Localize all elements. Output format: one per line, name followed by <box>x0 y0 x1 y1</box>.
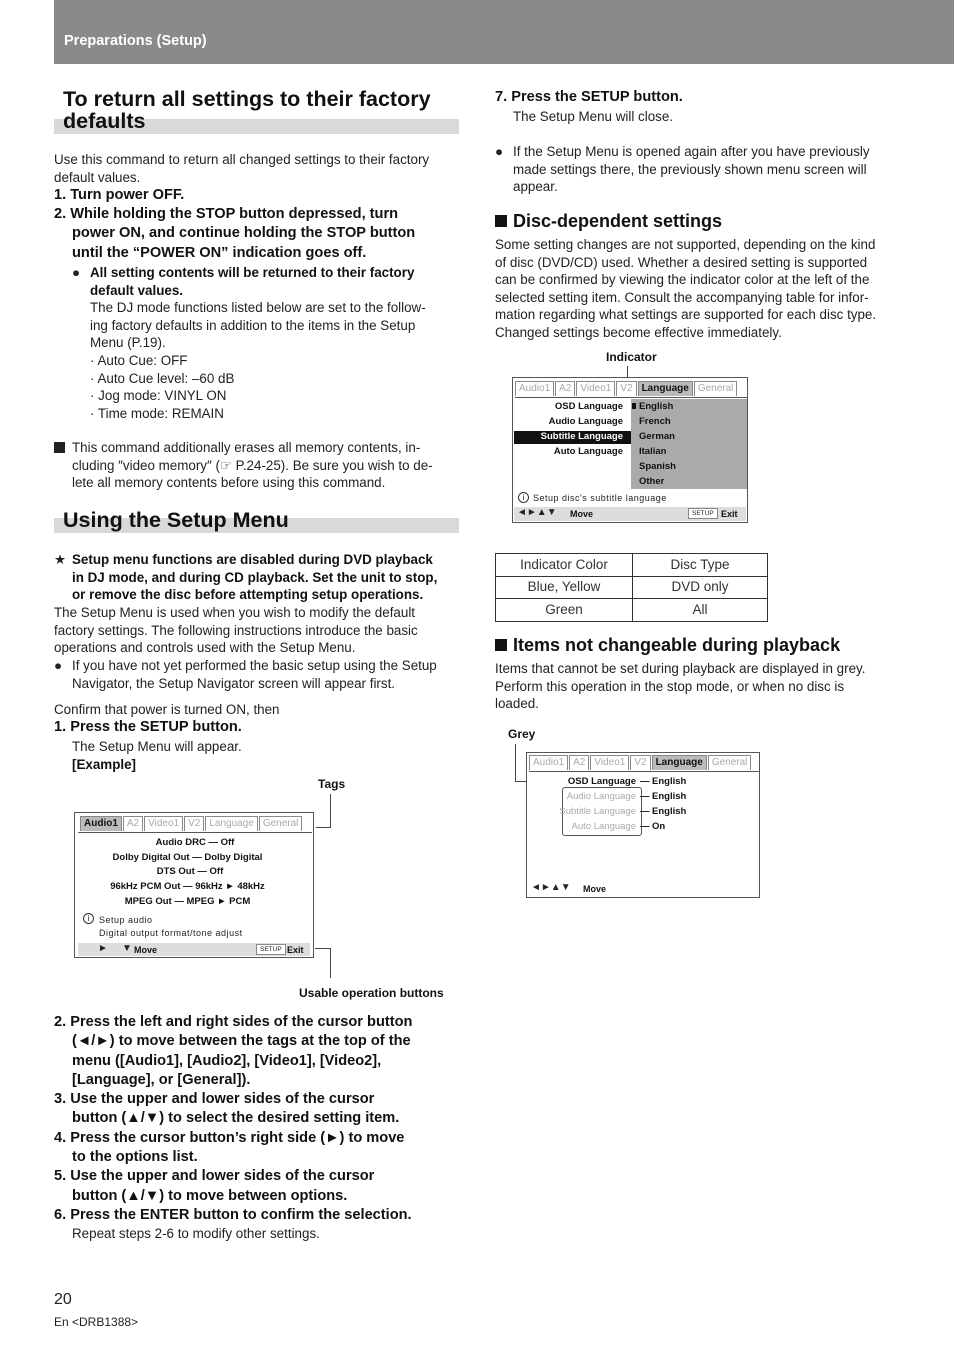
playback-body: Items that cannot be set during playback are displayed in grey. Perform this operation in the stop mode, or when no disc is loaded. <box>495 661 866 712</box>
square-bullet-icon <box>54 442 65 453</box>
setup-navigator-note: ● If you have not yet performed the basic setup using the Setup Navigator, the Setup Navigator screen will appear first. <box>54 658 437 691</box>
indicator-mark <box>632 403 636 409</box>
star-icon: ★ <box>54 552 67 567</box>
down-arrow-icon: ▼ <box>122 943 132 954</box>
setting-value: English <box>652 806 687 817</box>
table-header: Indicator Color <box>496 554 633 577</box>
tab-audio1[interactable]: Audio1 <box>529 755 568 770</box>
setup-step-7-sub: The Setup Menu will close. <box>513 109 674 124</box>
setup-step-1: 1. Press the SETUP button. <box>54 719 242 735</box>
callout-buttons: Usable operation buttons <box>299 986 444 1000</box>
callout-line <box>315 948 330 949</box>
info-line-2: Digital output format/tone adjust <box>99 928 243 938</box>
option-item[interactable]: German <box>639 431 675 442</box>
tab-v2[interactable]: V2 <box>184 816 204 831</box>
menu-item[interactable]: OSD Language <box>554 401 623 412</box>
bullet-icon: ● <box>72 265 81 280</box>
factory-title-line1: To return all settings to their factory <box>63 87 431 111</box>
tab-general[interactable]: General <box>259 816 303 831</box>
disc-body: Some setting changes are not supported, depending on the kind of disc (DVD/CD) used. Whether a desired setting is supported can be confirmed by viewing the indicator color at the left of the selected setting item. Consult the accompanying table for infor- mation regarding what settings are supported for each disc type. Changed settings become effective immediately. <box>495 237 877 340</box>
menu-item[interactable]: DTS Out — Off <box>156 866 224 877</box>
menu-item-disabled: Subtitle Language <box>559 806 636 817</box>
cursor-arrows-icon: ◄►▲▼ <box>531 882 571 893</box>
move-label: Move <box>583 884 607 894</box>
dash-icon: — <box>640 806 650 817</box>
playback-title: Items not changeable during playback <box>495 637 840 655</box>
menu-item[interactable]: 96kHz PCM Out — 96kHz ► 48kHz <box>110 881 265 892</box>
tab-a2[interactable]: A2 <box>569 755 589 770</box>
option-item[interactable]: Italian <box>639 446 667 457</box>
tab-general[interactable]: General <box>708 755 752 770</box>
info-text: Setup disc's subtitle language <box>533 493 667 503</box>
move-label: Move <box>134 945 158 955</box>
cursor-arrows-icon: ◄►▲▼ <box>517 507 557 518</box>
tab-v2[interactable]: V2 <box>630 755 650 770</box>
table-cell: DVD only <box>633 576 768 599</box>
playback-setup-screen <box>526 752 760 898</box>
default-item: · Auto Cue: OFF <box>90 352 188 368</box>
right-arrow-icon: ► <box>98 943 108 954</box>
setup-warning: ★ Setup menu functions are disabled during DVD playback in DJ mode, and during CD playback. Set the unit to stop, or remove the disc before attempting setup operations. <box>54 552 438 603</box>
table-header: Disc Type <box>633 554 768 577</box>
factory-step-1: 1. Turn power OFF. <box>54 187 185 203</box>
dash-icon: — <box>640 791 650 802</box>
tab-a2[interactable]: A2 <box>123 816 143 831</box>
setup-step-1-sub: The Setup Menu will appear. <box>72 739 242 754</box>
factory-title-line2: defaults <box>63 109 146 133</box>
setup-step-7: 7. Press the SETUP button. <box>495 89 683 105</box>
table-cell: Green <box>496 599 633 622</box>
callout-line <box>330 948 331 978</box>
callout-line <box>316 827 331 828</box>
menu-item[interactable]: Auto Language <box>553 446 623 457</box>
tab-divider <box>515 397 747 398</box>
callout-tags: Tags <box>318 777 346 791</box>
tab-video1[interactable]: Video1 <box>590 755 629 770</box>
callout-indicator: Indicator <box>606 350 657 364</box>
callout-line <box>330 794 331 828</box>
callout-grey: Grey <box>508 727 536 741</box>
tab-general[interactable]: General <box>694 381 738 396</box>
option-item[interactable]: Spanish <box>639 461 676 472</box>
page-number: 20 <box>54 1291 72 1308</box>
disc-setup-screen <box>512 377 748 523</box>
tab-bar <box>529 755 752 770</box>
info-icon: i <box>83 913 94 924</box>
callout-line <box>515 744 516 782</box>
table-cell: Blue, Yellow <box>496 576 633 599</box>
default-item: · Time mode: REMAIN <box>90 405 224 421</box>
reopen-note: ● If the Setup Menu is opened again after you have previously made settings there, the previously shown menu screen will appear. <box>495 144 870 195</box>
tab-bar <box>80 816 303 831</box>
info-icon: i <box>518 492 529 503</box>
tab-audio1[interactable]: Audio1 <box>80 816 122 831</box>
menu-item[interactable]: Audio DRC — Off <box>155 837 235 848</box>
button-guide-bar <box>514 507 746 521</box>
menu-item[interactable]: MPEG Out — MPEG ► PCM <box>124 896 251 907</box>
option-item[interactable]: English <box>639 401 674 412</box>
default-item: · Auto Cue level: –60 dB <box>90 370 235 386</box>
tab-divider <box>78 832 312 833</box>
setup-step-6-sub: Repeat steps 2-6 to modify other settings. <box>72 1226 320 1241</box>
section-header <box>54 0 954 64</box>
tab-v2[interactable]: V2 <box>616 381 636 396</box>
exit-label: Exit <box>287 945 304 955</box>
doc-code: En <DRB1388> <box>54 1315 139 1329</box>
disc-title: Disc-dependent settings <box>495 213 722 231</box>
tab-audio1[interactable]: Audio1 <box>515 381 554 396</box>
confirm-text: Confirm that power is turned ON, then <box>54 702 280 717</box>
example-label: [Example] <box>72 757 136 772</box>
indicator-table <box>495 553 768 622</box>
tab-language[interactable]: Language <box>652 755 707 770</box>
setup-key: SETUP <box>256 944 286 955</box>
square-bullet-icon <box>495 215 507 227</box>
setup-key: SETUP <box>688 508 718 519</box>
menu-item[interactable]: Dolby Digital Out — Dolby Digital <box>112 852 263 863</box>
table-header-row <box>496 554 768 577</box>
menu-item[interactable]: Audio Language <box>548 416 623 427</box>
tab-language[interactable]: Language <box>205 816 258 831</box>
option-item[interactable]: French <box>639 416 671 427</box>
square-bullet-icon <box>495 639 507 651</box>
bullet-icon: ● <box>495 144 504 159</box>
menu-item-disabled: Audio Language <box>566 791 636 802</box>
default-item: · Jog mode: VINYL ON <box>90 388 227 404</box>
setting-value: On <box>652 821 666 832</box>
dash-icon: — <box>640 776 650 787</box>
setup-step-2: 2. Press the left and right sides of the cursor button (◄/►) to move between the tags at the top of the menu ([Audio1], [Audio2], [Video1], [Video2], [Language], or [General]). 3. Use the upper and lower sides of the cursor button (▲/▼) to select the desired setting item. 4. Press the cursor button’s right side (►) to move to the options list. 5. Use the upper and lower sides of the cursor button (▲/▼) to move between options. 6. Press the ENTER button to confirm the selection. <box>54 1014 413 1223</box>
menu-item-selected[interactable]: Subtitle Language <box>540 431 623 442</box>
menu-item[interactable]: OSD Language <box>567 776 636 787</box>
setting-value: English <box>652 776 687 787</box>
dash-icon: — <box>640 821 650 832</box>
tab-divider <box>529 771 759 772</box>
tab-a2[interactable]: A2 <box>555 381 575 396</box>
tab-language[interactable]: Language <box>638 381 693 396</box>
option-item[interactable]: Other <box>639 476 665 487</box>
setup-title: Using the Setup Menu <box>63 508 289 532</box>
tab-video1[interactable]: Video1 <box>144 816 183 831</box>
bullet-icon: ● <box>54 658 63 673</box>
factory-note: ● All setting contents will be returned to their factory default values. The DJ mode functions listed below are set to the follow- ing factory defaults in addition to the items in the Setup Menu (P.19). · Auto Cue: OFF · Auto Cue level: –60 dB · Jog mode: VINYL ON · Time mode: REMAIN <box>72 264 459 422</box>
tab-bar <box>515 381 738 396</box>
factory-erase-note: This command additionally erases all memory contents, in- cluding ″video memory″ (☞ P.24-25). Be sure you wish to de- lete all memory contents before using this command. <box>54 439 459 492</box>
table-row <box>496 576 768 599</box>
info-line-1: Setup audio <box>99 915 153 925</box>
factory-step-2: 2. While holding the STOP button depressed, turn power ON, and continue holding the STOP button until the “POWER ON” indication goes off. <box>54 206 416 261</box>
tab-video1[interactable]: Video1 <box>576 381 615 396</box>
menu-item-disabled: Auto Language <box>571 821 636 832</box>
table-row <box>496 599 768 622</box>
setup-body: The Setup Menu is used when you wish to modify the default factory settings. The following instructions introduce the basic operations and controls used with the Setup Menu. <box>54 605 418 656</box>
table-cell: All <box>633 599 768 622</box>
move-label: Move <box>570 509 594 519</box>
factory-intro: Use this command to return all changed settings to their factory default values. <box>54 152 430 185</box>
exit-label: Exit <box>721 509 738 519</box>
example-setup-screen <box>74 812 314 958</box>
button-guide-bar <box>78 943 310 956</box>
setting-value: English <box>652 791 687 802</box>
section-title: Preparations (Setup) <box>64 33 207 49</box>
